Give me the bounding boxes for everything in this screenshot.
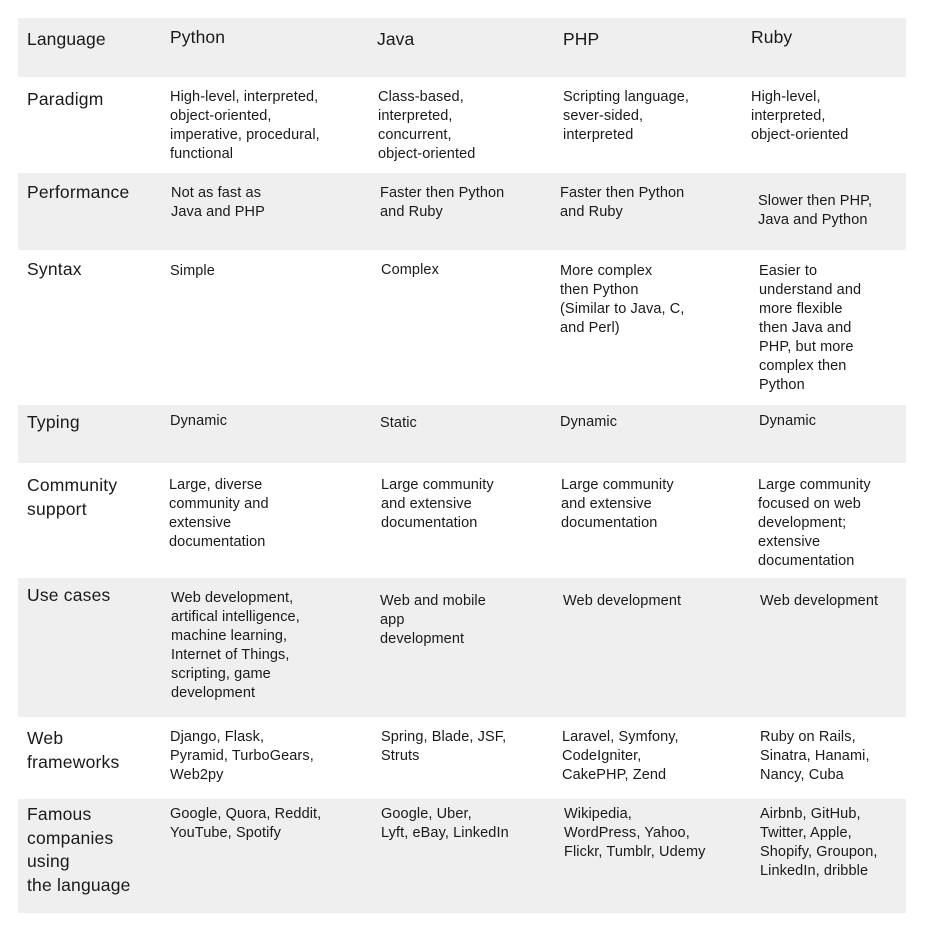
cell-usecases-java: Web and mobile app development: [380, 593, 486, 647]
cell-community-python: Large, diverse community and extensive documentation: [169, 477, 269, 550]
header-java: Java: [377, 29, 415, 49]
cell-frameworks-java: Spring, Blade, JSF, Struts: [381, 729, 507, 764]
cell-companies-python: Google, Quora, Reddit, YouTube, Spotify: [170, 806, 322, 841]
cell-usecases-php: Web development: [563, 593, 682, 609]
row-label-community-support: Community support: [27, 475, 118, 519]
cell-typing-php: Dynamic: [560, 414, 618, 430]
table-header-row: [18, 18, 906, 77]
cell-usecases-ruby: Web development: [760, 593, 879, 609]
row-label-use-cases: Use cases: [27, 585, 111, 605]
comparison-table: [18, 18, 906, 913]
cell-community-java: Large community and extensive documentation: [381, 477, 494, 531]
row-label-syntax: Syntax: [27, 259, 82, 279]
row-label-paradigm: Paradigm: [27, 89, 104, 109]
cell-paradigm-ruby: High-level, interpreted, object-oriented: [751, 89, 849, 143]
cell-syntax-python: Simple: [170, 263, 215, 279]
row-label-famous-companies: Famous companies using the language: [27, 804, 131, 895]
table-row-web-frameworks: [18, 717, 906, 799]
cell-frameworks-ruby: Ruby on Rails, Sinatra, Hanami, Nancy, Cuba: [760, 729, 870, 783]
cell-syntax-java: Complex: [381, 262, 439, 278]
cell-usecases-python: Web development, artifical intelligence, machine learning, Internet of Things, scripting, game development: [171, 590, 300, 701]
cell-companies-java: Google, Uber, Lyft, eBay, LinkedIn: [381, 806, 509, 841]
header-ruby: Ruby: [751, 27, 793, 47]
header-php: PHP: [563, 29, 600, 49]
cell-performance-python: Not as fast as Java and PHP: [171, 185, 265, 220]
table-row-use-cases: [18, 578, 906, 717]
cell-performance-ruby: Slower then PHP, Java and Python: [758, 193, 873, 228]
cell-community-php: Large community and extensive documentation: [561, 477, 674, 531]
cell-frameworks-php: Laravel, Symfony, CodeIgniter, CakePHP, Zend: [562, 729, 679, 783]
cell-performance-java: Faster then Python and Ruby: [380, 185, 505, 220]
table-row-performance: [18, 173, 906, 250]
table-row-community-support: [18, 463, 906, 578]
table-row-syntax: [18, 250, 906, 405]
cell-typing-java: Static: [380, 415, 417, 431]
cell-paradigm-php: Scripting language, sever-sided, interpreted: [563, 89, 690, 143]
table-row-typing: [18, 405, 906, 463]
cell-typing-ruby: Dynamic: [759, 413, 817, 429]
header-label-language: Language: [27, 29, 106, 49]
cell-performance-php: Faster then Python and Ruby: [560, 185, 685, 220]
cell-companies-ruby: Airbnb, GitHub, Twitter, Apple, Shopify, Groupon, LinkedIn, dribble: [760, 806, 878, 879]
cell-syntax-php: More complex then Python (Similar to Java, C, and Perl): [560, 263, 685, 336]
row-label-performance: Performance: [27, 182, 130, 202]
cell-paradigm-python: High-level, interpreted, object-oriented, imperative, procedural, functional: [170, 89, 320, 162]
cell-frameworks-python: Django, Flask, Pyramid, TurboGears, Web2py: [170, 729, 314, 783]
table-row-paradigm: [18, 77, 906, 173]
header-python: Python: [170, 27, 226, 47]
cell-paradigm-java: Class-based, interpreted, concurrent, object-oriented: [378, 89, 476, 162]
table-row-famous-companies: [18, 799, 906, 913]
cell-companies-php: Wikipedia, WordPress, Yahoo, Flickr, Tumblr, Udemy: [564, 806, 706, 860]
cell-community-ruby: Large community focused on web development; extensive documentation: [758, 477, 871, 569]
row-label-typing: Typing: [27, 412, 80, 432]
cell-syntax-ruby: Easier to understand and more flexible then Java and PHP, but more complex then Python: [759, 263, 862, 393]
row-label-web-frameworks: Web frameworks: [27, 728, 120, 772]
cell-typing-python: Dynamic: [170, 413, 228, 429]
